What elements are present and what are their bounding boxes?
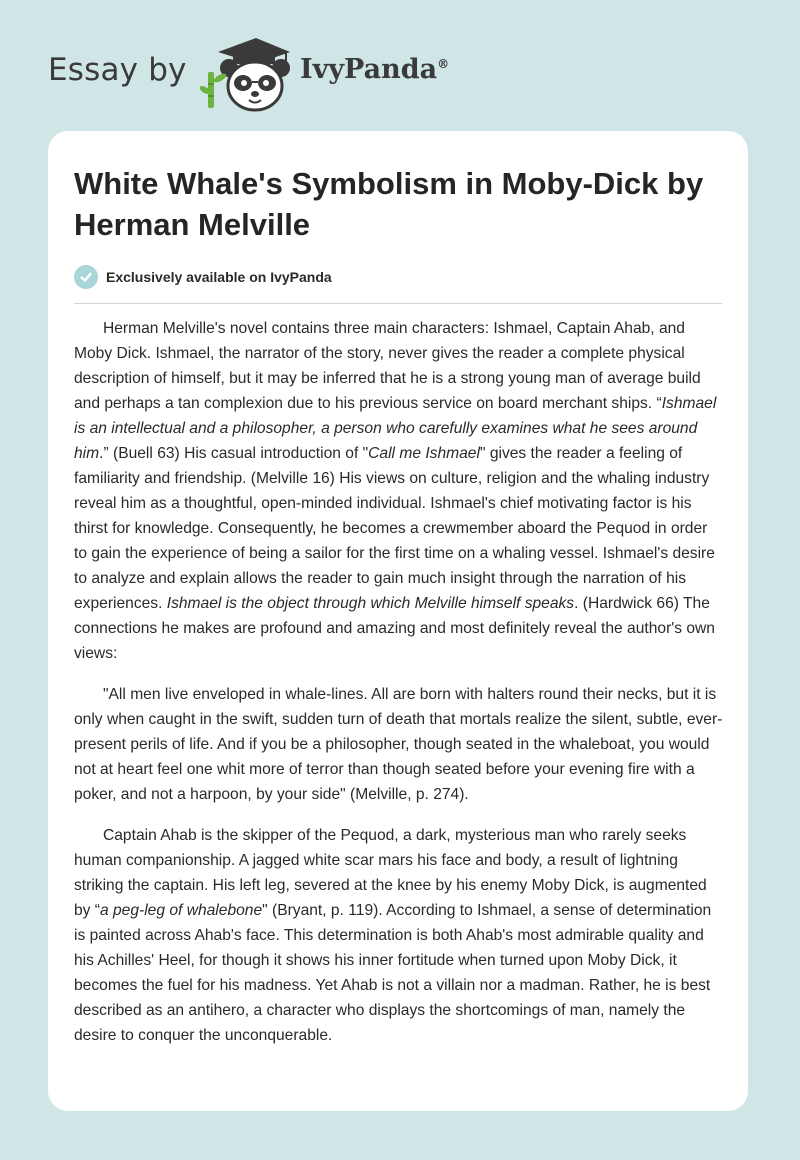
essay-body <box>74 316 724 1064</box>
essay-card <box>48 131 748 1111</box>
divider <box>74 303 722 304</box>
registered-mark: ® <box>437 57 450 71</box>
site-header <box>48 34 548 114</box>
panda-graduate-logo-icon <box>200 34 292 112</box>
paragraph-3: Captain Ahab is the skipper of the Pequod, a dark, mysterious man who rarely seeks human companionship. A jagged white scar mars his face and body, a result of lightning striking the captain. His left leg, severed at the knee by his enemy Moby Dick, is augmented by “a peg-leg of whalebone" (Bryant, p. 119). According to Ishmael, a sense of determination is painted across Ahab's face. This determination is both Ahab's most admirable quality and his Achilles' Heel, for though it shows his inner fortitude when turned upon Moby Dick, it becomes the fuel for his madness. Yet Ahab is not a villain nor a madman. Rather, he is best described as an antihero, a character who displays the shortcomings of man, namely the desire to conquer the unconquerable. <box>74 827 712 1044</box>
essay-title: White Whale's Symbolism in Moby-Dick by Herman Melville <box>74 166 704 242</box>
exclusive-badge <box>74 264 332 290</box>
paragraph-1: Herman Melville's novel contains three main characters: Ishmael, Captain Ahab, and Moby Dick. Ishmael, the narrator of the story, never gives the reader a complete physical description of himself, but it may be inferred that he is a strong young man of average build and perhaps a tan complexion due to his previous service on board merchant ships. “Ishmael is an intellectual and a philosopher, a person who carefully examines what he sees around him.” (Buell 63) His casual introduction of "Call me Ishmael" gives the reader a feeling of familiarity and friendship. (Melville 16) His views on culture, religion and the whaling industry reveal him as a thoughtful, open-minded individual. Ishmael's chief motivating factor is his thirst for knowledge. Consequently, he becomes a crewmember aboard the Pequod in order to gain the experience of being a sailor for the first time on a whaling vessel. Ishmael's desire to analyze and explain allows the reader to gain much insight through the narration of his experiences. Ishmael is the object through which Melville himself speaks. (Hardwick 66) The connections he makes are profound and amazing and most definitely reveal the author's own views: <box>74 320 717 662</box>
check-icon <box>74 265 98 289</box>
brand-name[interactable]: IvyPanda® <box>300 54 450 85</box>
badge-label: Exclusively available on IvyPanda <box>106 269 332 285</box>
essay-by-label: Essay by <box>48 52 187 88</box>
block-quote: "All men live enveloped in whale-lines. All are born with halters round their necks, but it is only when caught in the swift, sudden turn of death that mortals realize the silent, subtle, ever-present perils of life. And if you be a philosopher, though seated in the whaleboat, you would not at heart feel one whit more of terror than though seated before your evening fire with a poker, and not a harpoon, by your side" (Melville, p. 274). <box>74 686 723 803</box>
